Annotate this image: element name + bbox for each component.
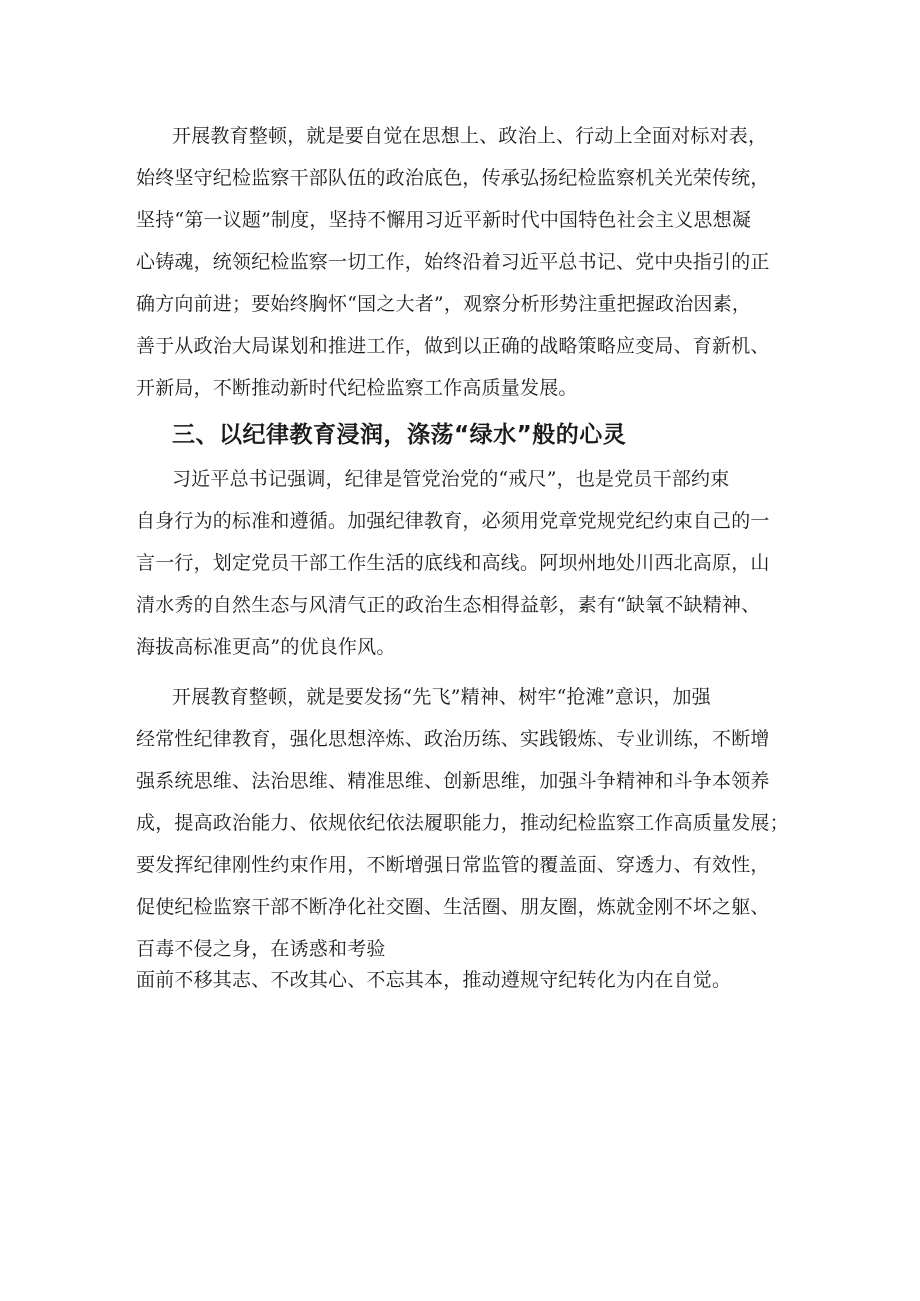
text-line: 开展教育整顿，就是要自觉在思想上、政治上、行动上全面对标对表， — [172, 125, 768, 147]
text-line: 经常性纪律教育，强化思想淬炼、政治历练、实践锻炼、专业训练，不断增 — [136, 728, 770, 750]
text-line: 言一行，划定党员干部工作生活的底线和高线。阿坝州地处川西北高原，山 — [136, 552, 770, 574]
text-line: 自身行为的标准和遵循。加强纪律教育，必须用党章党规党纪约束自己的一 — [136, 510, 770, 532]
text-line: 开新局，不断推动新时代纪检监察工作高质量发展。 — [136, 377, 578, 399]
text-line: 清水秀的自然生态与风清气正的政治生态相得益彰，素有“缺氧不缺精神、 — [136, 594, 761, 616]
text-line: 善于从政治大局谋划和推进工作，做到以正确的战略策略应变局、育新机、 — [136, 335, 770, 357]
text-line: 促使纪检监察干部不断净化社交圈、生活圈、朋友圈，炼就金刚不坏之躯、 — [136, 896, 770, 918]
text-line: 习近平总书记强调，纪律是管党治党的“戒尺”，也是党员干部约束 — [172, 468, 730, 490]
text-line: 始终坚守纪检监察干部队伍的政治底色，传承弘扬纪检监察机关光荣传统， — [136, 167, 770, 189]
text-line: 心铸魂，统领纪检监察一切工作，始终沿着习近平总书记、党中央指引的正 — [136, 251, 770, 273]
text-line: 确方向前进；要始终胸怀“国之大者”，观察分析形势注重把握政治因素， — [136, 293, 752, 315]
text-line: 开展教育整顿，就是要发扬“先飞”精神、树牢“抢滩”意识，加强 — [172, 686, 711, 708]
text-line: 要发挥纪律刚性约束作用，不断增强日常监管的覆盖面、穿透力、有效性， — [136, 854, 770, 876]
text-line: 百毒不侵之身，在诱惑和考验 — [136, 938, 386, 960]
section-heading: 三、以纪律教育浸润，涤荡“绿水”般的心灵 — [172, 422, 627, 448]
text-line: 坚持“第一议题”制度，坚持不懈用习近平新时代中国特色社会主义思想凝 — [136, 209, 752, 231]
text-line: 海拔高标准更高”的优良作风。 — [136, 636, 396, 658]
text-line: 面前不移其志、不改其心、不忘其本，推动遵规守纪转化为内在自觉。 — [136, 969, 732, 991]
text-line: 强系统思维、法治思维、精准思维、创新思维，加强斗争精神和斗争本领养 — [136, 770, 770, 792]
text-line: 成，提高政治能力、依规依纪依法履职能力，推动纪检监察工作高质量发展； — [136, 812, 789, 834]
